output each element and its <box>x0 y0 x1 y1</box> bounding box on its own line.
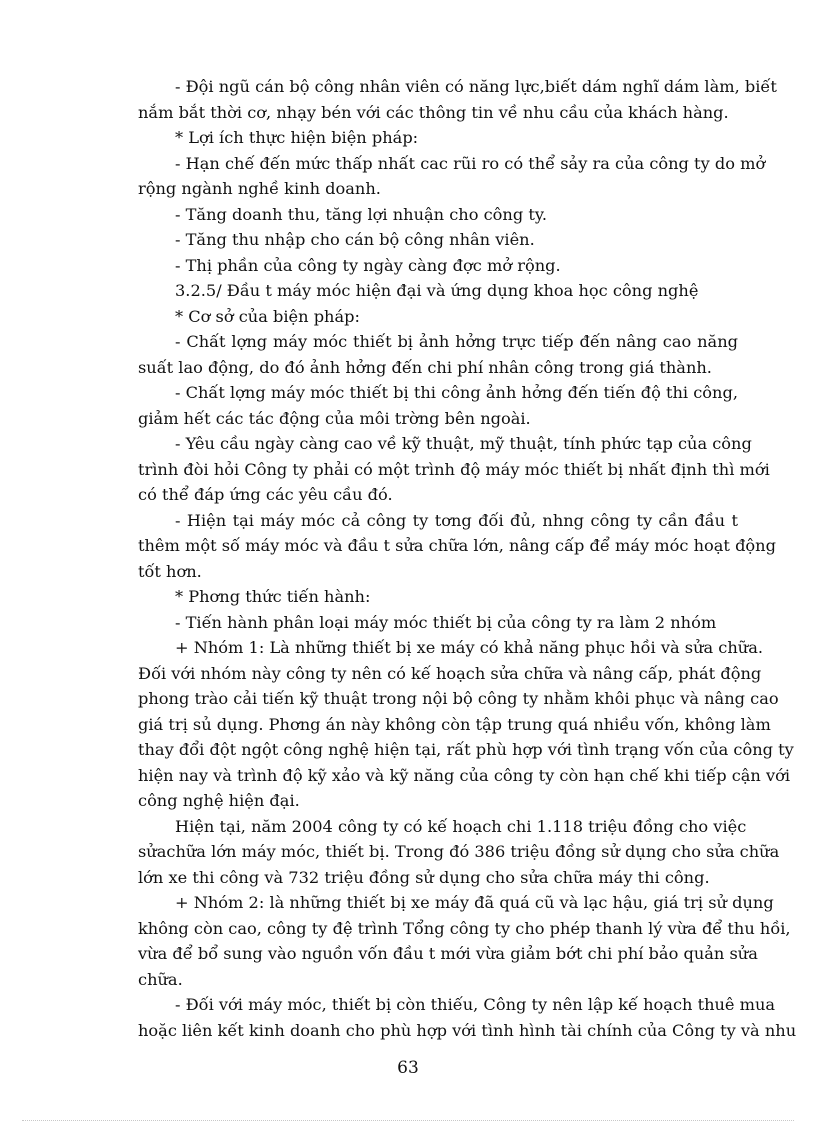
page-bottom-rule <box>22 1120 794 1121</box>
page-number: 63 <box>397 1058 419 1078</box>
text-line: không còn cao, công ty đệ trình Tổng công ty cho phép thanh lý vừa để thu hồi, <box>138 918 791 938</box>
text-line: giảm hết các tác động của môi trờng bên ngoài. <box>138 408 531 428</box>
text-line: 3.2.5/ Đầu t máy móc hiện đại và ứng dụng khoa học công nghệ <box>175 281 699 300</box>
text-line: - Hạn chế đến mức thấp nhất cac rũi ro có thể sảy ra của công ty do mở <box>175 153 766 173</box>
text-line: thay đổi đột ngột công nghệ hiện tại, rất phù hợp với tình trạng vốn của công ty <box>138 740 794 759</box>
text-line: - Hiện tại máy móc cả công ty tơng đối đủ, nhng công ty cần đầu t <box>175 510 738 530</box>
text-line: Đối với nhóm này công ty nên có kế hoạch sửa chữa và nâng cấp, phát động <box>138 663 762 683</box>
text-line: thêm một số máy móc và đầu t sửa chữa lớn, nâng cấp để máy móc hoạt động <box>138 536 776 555</box>
document-body <box>138 74 797 1043</box>
text-line: chữa. <box>138 969 183 989</box>
text-line: lớn xe thi công và 732 triệu đồng sử dụng cho sửa chữa máy thi công. <box>138 867 710 887</box>
text-line: - Tăng doanh thu, tăng lợi nhuận cho công ty. <box>175 204 548 224</box>
text-line: tốt hơn. <box>138 561 202 581</box>
text-line: hoặc liên kết kinh doanh cho phù hợp với tình hình tài chính của Công ty và nhu <box>138 1020 797 1040</box>
text-line: suất lao động, do đó ảnh hởng đến chi phí nhân công trong giá thành. <box>138 357 712 377</box>
text-line: * Phơng thức tiến hành: <box>175 587 371 606</box>
text-line: công nghệ hiện đại. <box>138 791 300 810</box>
text-line: giá trị sủ dụng. Phơng án này không còn tập trung quá nhiều vốn, không làm <box>138 714 771 734</box>
text-line: * Cơ sở của biện pháp: <box>175 306 360 326</box>
text-line: - Yêu cầu ngày càng cao về kỹ thuật, mỹ thuật, tính phức tạp của công <box>175 434 752 453</box>
text-line: + Nhóm 1: Là những thiết bị xe máy có khả năng phục hồi và sửa chữa. <box>175 638 763 657</box>
text-line: nắm bắt thời cơ, nhạy bén với các thông tin về nhu cầu của khách hàng. <box>138 102 729 122</box>
text-line: - Đối với máy móc, thiết bị còn thiếu, Công ty nên lập kế hoạch thuê mua <box>175 995 776 1014</box>
text-line: * Lợi ích thực hiện biện pháp: <box>175 128 419 147</box>
text-line: sửachữa lớn máy móc, thiết bị. Trong đó 386 triệu đồng sử dụng cho sửa chữa <box>138 842 780 861</box>
text-line: rộng ngành nghề kinh doanh. <box>138 179 381 198</box>
text-line: phong trào cải tiến kỹ thuật trong nội bộ công ty nhằm khôi phục và nâng cao <box>138 689 779 708</box>
text-line: - Tăng thu nhập cho cán bộ công nhân viên. <box>175 230 535 249</box>
text-line: vừa để bổ sung vào nguồn vốn đầu t mới vừa giảm bớt chi phí bảo quản sửa <box>138 944 758 963</box>
text-line: Hiện tại, năm 2004 công ty có kế hoạch chi 1.118 triệu đồng cho việc <box>175 816 747 836</box>
text-line: - Đội ngũ cán bộ công nhân viên có năng lực,biết dám nghĩ dám làm, biết <box>175 77 777 96</box>
text-line: - Tiến hành phân loại máy móc thiết bị của công ty ra làm 2 nhóm <box>175 612 717 632</box>
text-line: trình đòi hỏi Công ty phải có một trình độ máy móc thiết bị nhất định thì mới <box>138 459 770 479</box>
text-line: - Chất lợng máy móc thiết bị thi công ảnh hởng đến tiến độ thi công, <box>175 383 738 402</box>
text-line: - Chất lợng máy móc thiết bị ảnh hởng trực tiếp đến nâng cao năng <box>175 332 738 351</box>
text-line: - Thị phần của công ty ngày càng đợc mở rộng. <box>175 255 561 275</box>
text-line: có thể đáp ứng các yêu cầu đó. <box>138 485 393 504</box>
text-line: + Nhóm 2: là những thiết bị xe máy đã quá cũ và lạc hậu, giá trị sử dụng <box>175 893 774 912</box>
text-line: hiện nay và trình độ kỹ xảo và kỹ năng của công ty còn hạn chế khi tiếp cận với <box>138 765 791 785</box>
